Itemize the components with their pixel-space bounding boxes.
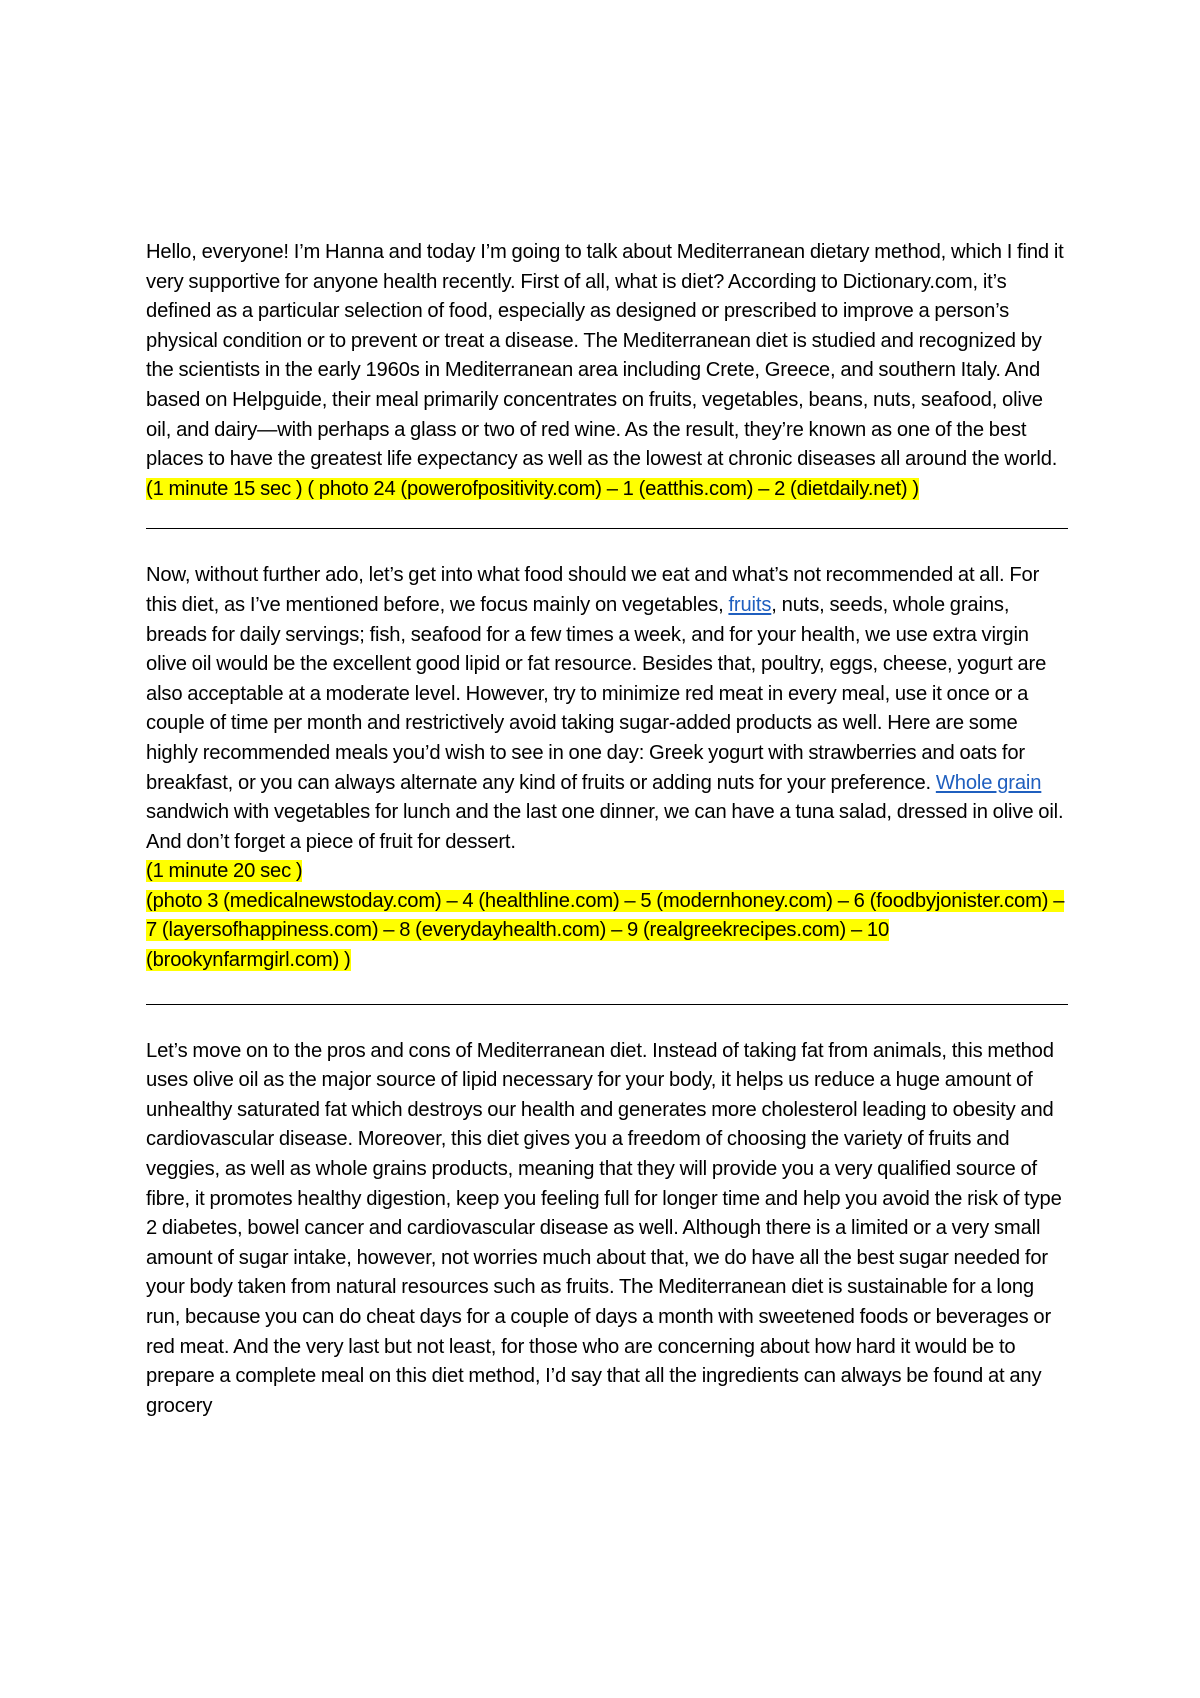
horizontal-rule bbox=[146, 1004, 1068, 1005]
whole-grain-link[interactable]: Whole grain bbox=[935, 771, 1042, 794]
pros-cons-text: Let’s move on to the pros and cons of Mediterranean diet. Instead of taking fat from animals, this method uses olive oil as the major source of lipid necessary for your body, it helps us reduce a huge amount of unhealthy saturated fat which destroys our health and generates more cholesterol leading to obesity and cardiovascular disease. Moreover, this diet gives you a freedom of choosing the variety of fruits and veggies, as well as whole grains products, meaning that they will provide you a very qualified source of fibre, it promotes healthy digestion, keep you feeling full for longer time and help you avoid the risk of type 2 diabetes, bowel cancer and cardiovascular disease as well. Although there is a limited or a very small amount of sugar intake, however, not worries much about that, we do have all the best sugar needed for your body taken from natural resources such as fruits. The Mediterranean diet is sustainable for a long run, because you can do cheat days for a couple of days a month with sweetened foods or beverages or red meat. And the very last but not least, for those who are concerning about how hard it would be to prepare a complete meal on this diet method, I’d say that all the ingredients can always be found at any grocery bbox=[146, 1039, 1062, 1417]
food-photo-note: (photo 3 (medicalnewstoday.com) – 4 (healthline.com) – 5 (modernhoney.com) – 6 (foodbyjonister.com) – 7 (layersofhappiness.com) – 8 (everydayhealth.com) – 9 (realgreekrecipes.com) – 10 (brookynfarmgirl.com) ) bbox=[146, 889, 1065, 972]
food-text-b: , nuts, seeds, whole grains, breads for daily servings; fish, seafood for a few times a week, and for your health, we use extra virgin olive oil would be the excellent good lipid or fat resource. Besides that, poultry, eggs, cheese, yogurt are also acceptable at a moderate level. However, try to minimize red meat in every meal, use it once or a couple of time per month and restrictively avoid taking sugar-added products as well. Here are some highly recommended meals you’d wish to see in one day: Greek yogurt with strawberries and oats for breakfast, or you can always alternate any kind of fruits or adding nuts for your preference. bbox=[146, 593, 1047, 794]
food-text-c: sandwich with vegetables for lunch and the last one dinner, we can have a tuna salad, dressed in olive oil. And don’t forget a piece of fruit for dessert. bbox=[146, 801, 1064, 853]
horizontal-rule bbox=[146, 528, 1068, 529]
document-page bbox=[146, 238, 1068, 1421]
intro-text: Hello, everyone! I’m Hanna and today I’m going to talk about Mediterranean dietary method, which I find it very supportive for anyone health recently. First of all, what is diet? According to Dictionary.com, it’s defined as a particular selection of food, especially as designed or prescribed to improve a person’s physical condition or to prevent or treat a disease. The Mediterranean diet is studied and recognized by the scientists in the early 1960s in Mediterranean area including Crete, Greece, and southern Italy. And based on Helpguide, their meal primarily concentrates on fruits, vegetables, beans, nuts, seafood, olive oil, and dairy—with perhaps a glass or two of red wine. As the result, they’re known as one of the best places to have the greatest life expectancy as well as the lowest at chronic diseases all around the world. bbox=[146, 241, 1064, 471]
food-text-a: Now, without further ado, let’s get into what food should we eat and what’s not recommended at all. For this diet, as I’ve mentioned before, we focus mainly on vegetables, bbox=[146, 564, 1040, 616]
paragraph-pros-cons bbox=[146, 1037, 1068, 1422]
paragraph-intro bbox=[146, 238, 1068, 504]
intro-highlight-note: (1 minute 15 sec ) ( photo 24 (powerofpositivity.com) – 1 (eatthis.com) – 2 (dietdaily.net) ) bbox=[146, 477, 919, 500]
food-time-note: (1 minute 20 sec ) bbox=[146, 860, 303, 883]
fruits-link[interactable]: fruits bbox=[728, 593, 772, 616]
paragraph-food bbox=[146, 561, 1068, 975]
